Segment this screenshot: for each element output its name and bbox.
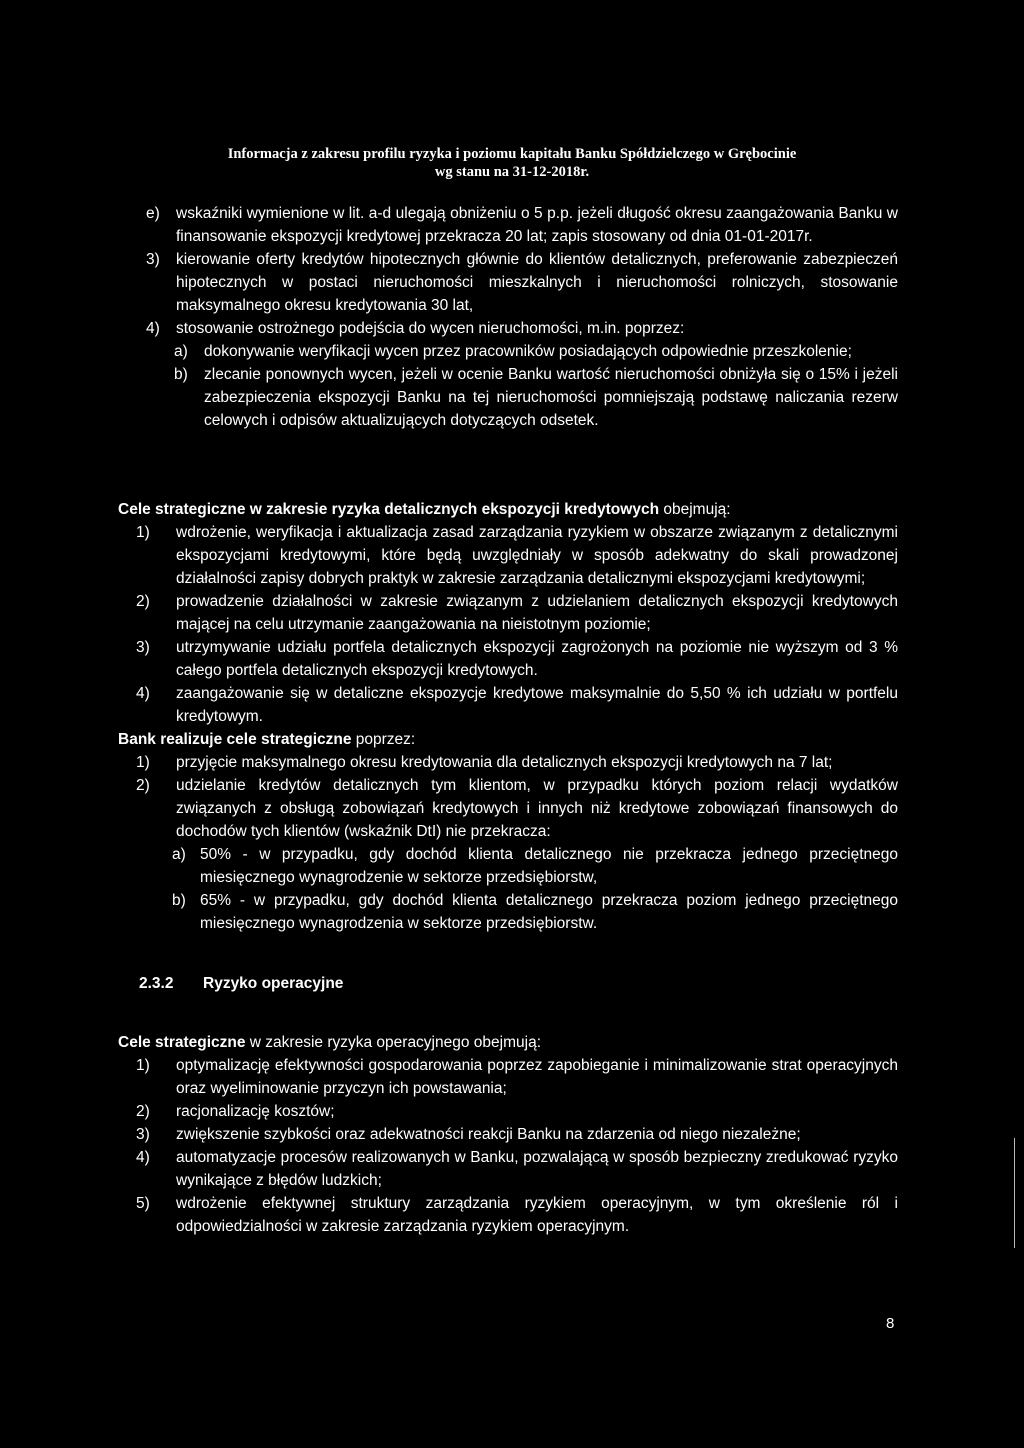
list-item	[136, 590, 898, 636]
list-marker: e)	[146, 205, 160, 222]
list-marker: b)	[174, 366, 188, 383]
list-text: optymalizację efektywności gospodarowania poprzez zapobieganie i minimalizowanie strat operacyjnych oraz wyeliminowanie przyczyn ich powstawania;	[176, 1057, 898, 1097]
list-item	[136, 682, 898, 728]
realization-lead-rest: poprzez:	[351, 731, 416, 748]
list-text: utrzymywanie udziału portfela detalicznych ekspozycji zagrożonych na poziomie nie wyższym od 3 % całego portfela detalicznych ekspozycji kredytowych.	[176, 639, 898, 679]
sub-list-item	[172, 843, 898, 889]
list-marker: 3)	[136, 1126, 150, 1143]
list-item	[136, 636, 898, 682]
operational-goals-section	[0, 1031, 1024, 1238]
section-heading	[139, 972, 343, 995]
sub-list-item	[174, 340, 898, 363]
header-title: Informacja z zakresu profilu ryzyka i poziomu kapitału Banku Spółdzielczego w Grębocinie	[227, 146, 797, 162]
section-number: 2.3.2	[139, 975, 174, 992]
list-text: wdrożenie, weryfikacja i aktualizacja zasad zarządzania ryzykiem w obszarze związanym z detalicznymi ekspozycjami kredytowymi, które będą uwzględniały w sposób adekwatny do skali prowadzonej działalności zapisy dobrych praktyk w zakresie zarządzania detalicznymi ekspozycjami kredytowymi;	[176, 524, 898, 587]
list-marker: 2)	[136, 777, 150, 794]
operational-goals-lead-rest: w zakresie ryzyka operacyjnego obejmują:	[245, 1034, 541, 1051]
list-item	[136, 774, 898, 843]
page-header	[0, 145, 1024, 181]
section-title: Ryzyko operacyjne	[203, 975, 344, 992]
list-item	[136, 1123, 898, 1146]
operational-goals-lead	[118, 1031, 898, 1054]
realization-lead	[118, 728, 898, 751]
list-marker: 1)	[136, 1057, 150, 1074]
list-item	[136, 751, 898, 774]
list-text: udzielanie kredytów detalicznych tym klientom, w przypadku których poziom relacji wydatków związanych z obsługą zobowiązań kredytowych i innych niż kredytowe zobowiązań finansowych do dochodów tych klientów (wskaźnik DtI) nie przekracza:	[176, 777, 898, 840]
list-text: stosowanie ostrożnego podejścia do wycen nieruchomości, m.in. poprzez:	[176, 320, 685, 337]
list-item	[136, 1192, 898, 1238]
list-marker: 5)	[136, 1195, 150, 1212]
realization-lead-bold: Bank realizuje cele strategiczne	[118, 731, 352, 748]
list-marker: 1)	[136, 524, 150, 541]
list-text: automatyzacje procesów realizowanych w Banku, pozwalającą w sposób bezpieczny zredukować ryzyko wynikające z błędów ludzkich;	[176, 1149, 898, 1189]
list-text: prowadzenie działalności w zakresie związanym z udzielaniem detalicznych ekspozycji kredytowych mającej na celu utrzymanie zaangażowania na nieistotnym poziomie;	[176, 593, 898, 633]
list-marker: a)	[172, 846, 186, 863]
page-number: 8	[886, 1315, 895, 1332]
list-marker: b)	[172, 892, 186, 909]
sub-list-item	[172, 889, 898, 935]
list-marker: 4)	[136, 1149, 150, 1166]
list-text: wdrożenie efektywnej struktury zarządzania ryzykiem operacyjnym, w tym określenie ról i odpowiedzialności w zakresie zarządzania ryzykiem operacyjnym.	[176, 1195, 898, 1235]
list-marker: 2)	[136, 1103, 150, 1120]
sub-list-item	[174, 363, 898, 432]
list-text: zwiększenie szybkości oraz adekwatności reakcji Banku na zdarzenia od niego niezależne;	[176, 1126, 801, 1143]
list-item	[136, 1146, 898, 1192]
list-marker: 2)	[136, 593, 150, 610]
operational-goals-lead-bold: Cele strategiczne	[118, 1034, 246, 1051]
list-item	[136, 1054, 898, 1100]
retail-goals-section	[0, 498, 1024, 935]
list-item	[146, 248, 898, 317]
list-text: racjonalizację kosztów;	[176, 1103, 335, 1120]
list-text: przyjęcie maksymalnego okresu kredytowania dla detalicznych ekspozycji kredytowych na 7 lat;	[176, 754, 833, 771]
scan-edge-line	[1014, 1138, 1015, 1248]
list-marker: 4)	[136, 685, 150, 702]
retail-goals-lead-bold: Cele strategiczne w zakresie ryzyka detalicznych ekspozycji kredytowych	[118, 501, 660, 518]
list-text: zaangażowanie się w detaliczne ekspozycje kredytowe maksymalnie do 5,50 % ich udziału w portfelu kredytowym.	[176, 685, 898, 725]
list-marker: 4)	[146, 320, 160, 337]
list-text: 50% - w przypadku, gdy dochód klienta detalicznego nie przekracza jednego przeciętnego miesięcznego wynagrodzenie w sektorze przedsiębiorstw,	[200, 846, 898, 886]
list-item	[146, 202, 898, 248]
list-text: 65% - w przypadku, gdy dochód klienta detalicznego przekracza poziom jednego przeciętnego miesięcznego wynagrodzenia w sektorze przedsiębiorstw.	[200, 892, 898, 932]
list-item	[136, 1100, 898, 1123]
list-text: dokonywanie weryfikacji wycen przez pracowników posiadających odpowiednie przeszkolenie;	[204, 343, 852, 360]
list-text: kierowanie oferty kredytów hipotecznych głównie do klientów detalicznych, preferowanie zabezpieczeń hipotecznych w postaci nieruchomości mieszkalnych i nieruchomości rolniczych, stosowanie maksymalnego okresu kredytowania 30 lat,	[176, 251, 898, 314]
list-marker: 3)	[136, 639, 150, 656]
list-marker: a)	[174, 343, 188, 360]
list-item	[136, 521, 898, 590]
header-date: wg stanu na 31-12-2018r.	[434, 164, 590, 180]
list-text: zlecanie ponownych wycen, jeżeli w ocenie Banku wartość nieruchomości obniżyła się o 15% i jeżeli zabezpieczenia ekspozycji Banku na tej nieruchomości pomniejszają podstawę naliczania rezerw celowych i odpisów aktualizujących dotyczących odsetek.	[204, 366, 898, 429]
list-marker: 3)	[146, 251, 160, 268]
list-text: wskaźniki wymienione w lit. a-d ulegają obniżeniu o 5 p.p. jeżeli długość okresu zaangażowania Banku w finansowanie ekspozycji kredytowej przekracza 20 lat; zapis stosowany od dnia 01-01-2017r.	[176, 205, 898, 245]
list-item	[146, 317, 898, 340]
list-marker: 1)	[136, 754, 150, 771]
retail-goals-lead	[118, 498, 898, 521]
retail-goals-lead-rest: obejmują:	[659, 501, 731, 518]
intro-list	[0, 202, 1024, 432]
